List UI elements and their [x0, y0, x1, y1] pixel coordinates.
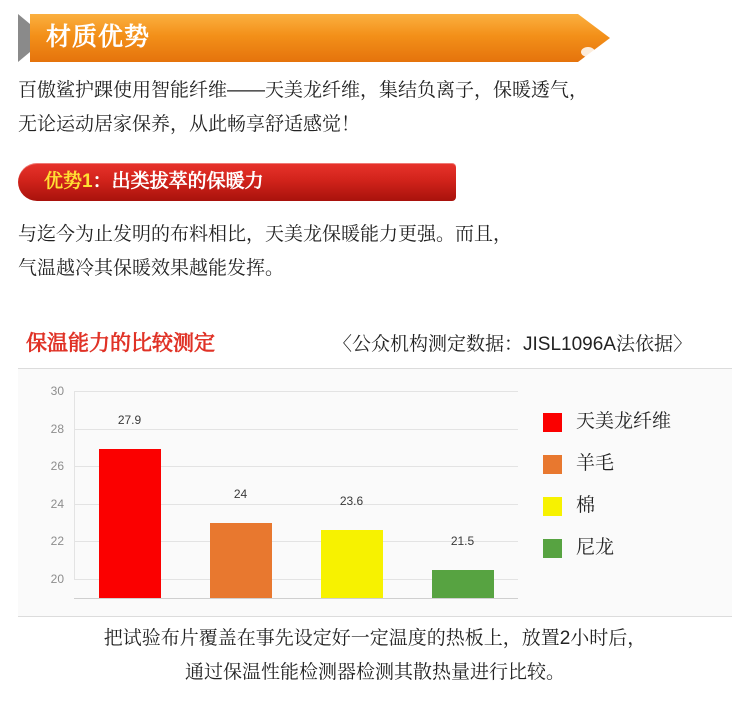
chart-y-axis: [74, 391, 75, 579]
chart-gridline: [74, 429, 518, 430]
chart-title: 保温能力的比较测定: [26, 332, 215, 355]
advantage-label: 出类拔萃的保暖力: [111, 171, 264, 192]
advantage-number: 优势1: [44, 171, 93, 192]
caption-line-2: 通过保温性能检测器检测其散热量进行比较。: [184, 662, 565, 683]
chart-heading-row: [26, 330, 736, 360]
body-line-2: 气温越冷其保暖效果越能发挥。: [18, 258, 285, 279]
chart-y-tick-label: 28: [50, 421, 64, 436]
chart-panel: [18, 368, 732, 617]
intro-line-2: 无论运动居家保养，从此畅享舒适感觉！: [18, 114, 361, 135]
chart-source-note: 〈公众机构测定数据：JISL1096A法依据〉: [333, 334, 692, 355]
section-banner: [18, 14, 610, 62]
chart-y-tick-label: 26: [50, 459, 64, 474]
chart-bar-value-label: 23.6: [339, 494, 364, 509]
chart-legend: [543, 407, 723, 575]
caption-line-1: 把试验布片覆盖在事先设定好一定温度的热板上，放置2小时后，: [103, 628, 647, 649]
section-title: 材质优势: [46, 23, 151, 51]
chart-y-tick-label: 22: [50, 534, 64, 549]
legend-label: 棉: [576, 495, 596, 516]
legend-label: 羊毛: [576, 453, 615, 474]
legend-label: 天美龙纤维: [576, 411, 672, 432]
chart-legend-item: [543, 449, 723, 491]
chart-y-tick-label: 24: [50, 496, 64, 511]
chart-y-tick-label: 30: [50, 384, 64, 398]
advantage-heading-text: [44, 169, 264, 195]
chart-bar: [321, 530, 383, 598]
chart-bar: [210, 523, 272, 598]
chart-bar: [99, 449, 161, 598]
legend-swatch-icon: [543, 497, 562, 516]
chart-gridline: [74, 391, 518, 392]
chart-plot-area: [38, 384, 518, 599]
legend-swatch-icon: [543, 455, 562, 474]
advantage-heading: [18, 163, 456, 201]
legend-swatch-icon: [543, 413, 562, 432]
advantage-separator: ：: [92, 171, 112, 192]
chart-x-axis: [74, 598, 518, 599]
chart-bar: [432, 570, 494, 598]
intro-line-1: 百傲鲨护踝使用智能纤维——天美龙纤维，集结负离子，保暖透气，: [18, 80, 589, 101]
body-paragraph: [18, 218, 732, 286]
chart-bar-value-label: 21.5: [450, 533, 475, 548]
chart-legend-item: [543, 491, 723, 533]
chart-bar-value-label: 24: [233, 486, 248, 501]
legend-label: 尼龙: [576, 537, 615, 558]
chart-legend-item: [543, 533, 723, 575]
chart-caption: [18, 622, 732, 690]
chart-y-tick-label: 20: [50, 572, 64, 586]
intro-paragraph: [18, 74, 732, 142]
chart-legend-item: [543, 407, 723, 449]
chart-bar-value-label: 27.9: [117, 413, 142, 428]
legend-swatch-icon: [543, 539, 562, 558]
body-line-1: 与迄今为止发明的布料相比，天美龙保暖能力更强。而且，: [18, 224, 513, 245]
